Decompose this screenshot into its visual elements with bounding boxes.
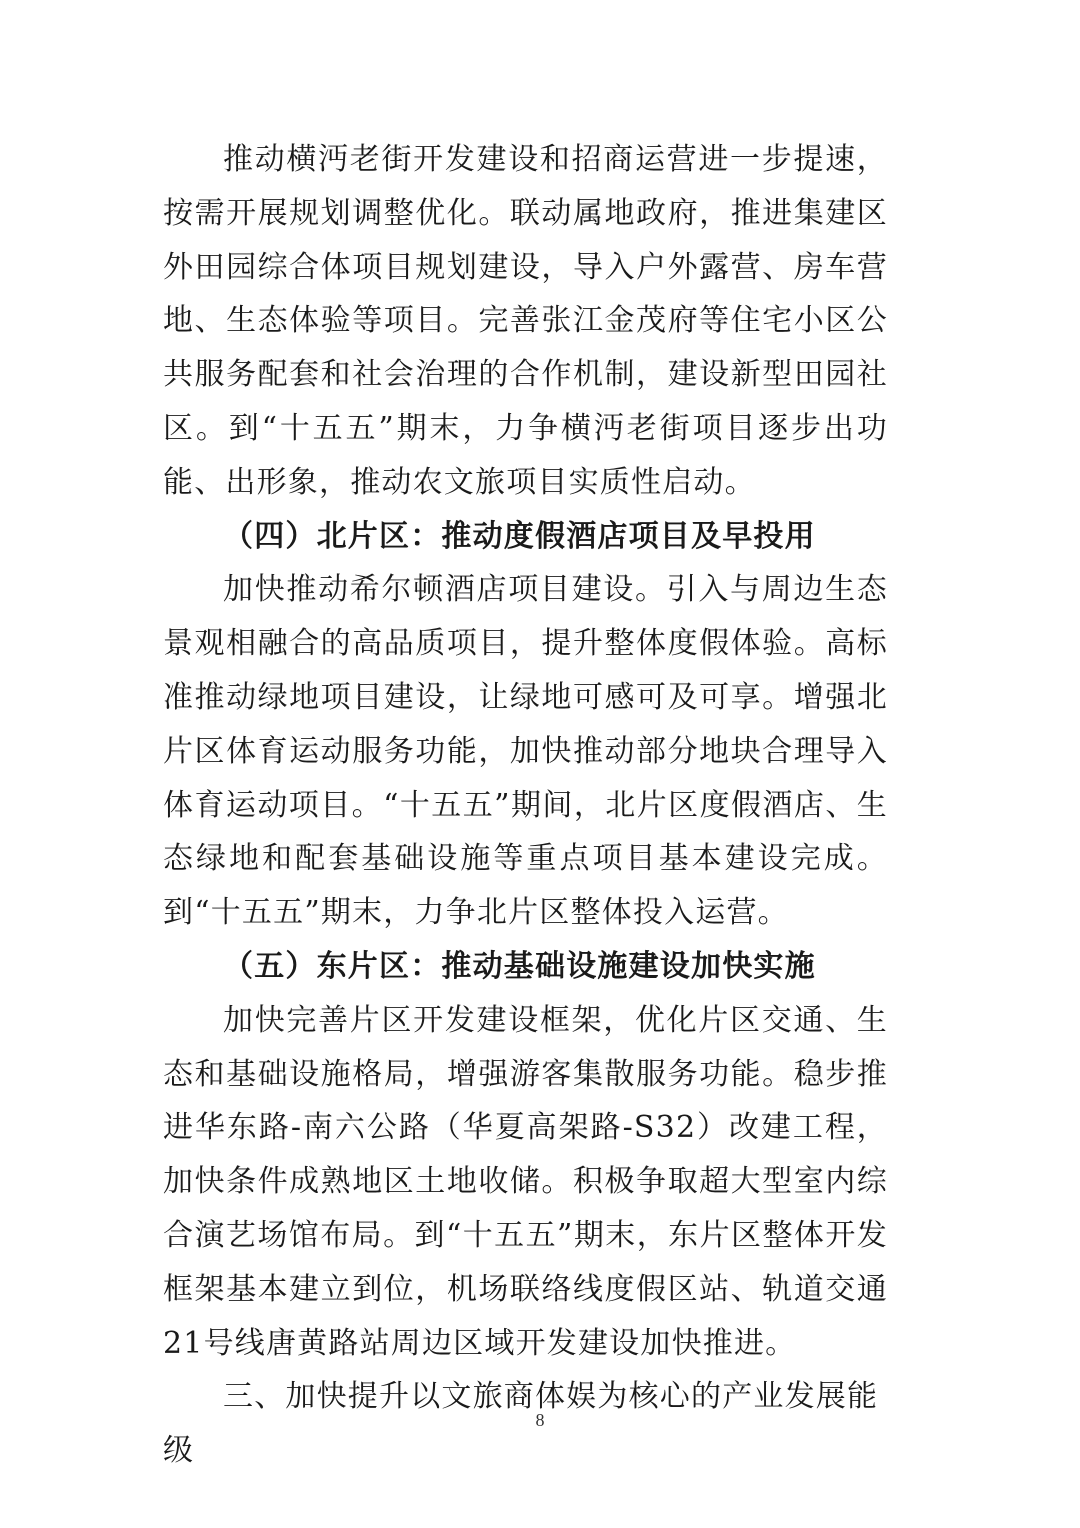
page-number: 8: [535, 1410, 545, 1430]
paragraph-north-area: 加快推动希尔顿酒店项目建设。引入与周边生态景观相融合的高品质项目，提升整体度假体验。高标准推动绿地项目建设，让绿地可感可及可享。增强北片区体育运动服务功能，加快推动部分地块合理导入体育运动项目。“十五五”期间，北片区度假酒店、生态绿地和配套基础设施等重点项目基本建设完成。到“十五五”期末，力争北片区整体投入运营。: [163, 572, 888, 931]
subheading-north-area: （四）北片区：推动度假酒店项目及早投用: [223, 518, 816, 554]
paragraph-east-area: 加快完善片区开发建设框架，优化片区交通、生态和基础设施格局，增强游客集散服务功能。稳步推进华东路-南六公路（华夏高架路-S32）改建工程，加快条件成熟地区土地收储。积极争取超大型室内综合演艺场馆布局。到“十五五”期末，东片区整体开发框架基本建立到位，机场联络线度假区站、轨道交通21号线唐黄路站周边区域开发建设加快推进。: [163, 1002, 888, 1361]
document-body: [163, 133, 888, 1478]
subheading-east-area: （五）东片区：推动基础设施建设加快实施: [223, 948, 816, 984]
section-heading-three: 三、加快提升以文旅商体娱为核心的产业发展能级: [163, 1379, 879, 1469]
paragraph-hengmian-old-street: 推动横沔老街开发建设和招商运营进一步提速，按需开展规划调整优化。联动属地政府，推进集建区外田园综合体项目规划建设，导入户外露营、房车营地、生态体验等项目。完善张江金茂府等住宅小区公共服务配套和社会治理的合作机制，建设新型田园社区。到“十五五”期末，力争横沔老街项目逐步出功能、出形象，推动农文旅项目实质性启动。: [163, 142, 888, 500]
